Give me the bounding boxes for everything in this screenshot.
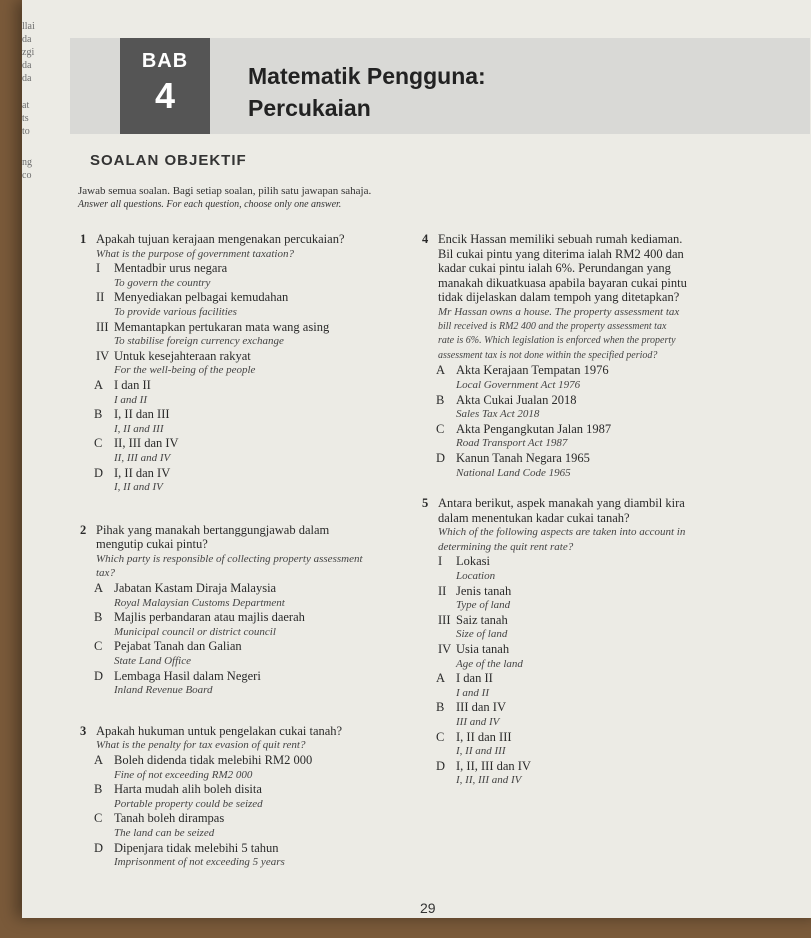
question-text-en: What is the penalty for tax evasion of quit rent? (96, 739, 306, 752)
option-text-ms: I, II dan III (114, 407, 170, 422)
statement-en: For the well-being of the people (114, 364, 256, 377)
option-text-en: I, II and IV (114, 481, 163, 494)
statement-ms: Lokasi (456, 554, 491, 569)
option-text-en: Local Government Act 1976 (456, 378, 581, 391)
statement-ms: Mentadbir urus negara (114, 261, 228, 276)
option-d[interactable] (422, 759, 712, 774)
option-text-ms: Pejabat Tanah dan Galian (114, 639, 242, 654)
left-column (80, 232, 410, 886)
statement-roman: I (96, 261, 101, 276)
question-text-ms: Pihak yang manakah bertanggungjawab dalam (96, 522, 330, 537)
option-letter: A (94, 581, 104, 596)
option-letter: D (94, 465, 104, 480)
option-text-en: Inland Revenue Board (114, 684, 213, 697)
statement-ms: Usia tanah (456, 642, 510, 657)
previous-page-edge (22, 0, 52, 938)
question-number: 3 (80, 723, 87, 738)
option-letter: C (94, 639, 103, 654)
option-letter: B (436, 700, 445, 715)
option-c[interactable] (422, 730, 712, 745)
question-number: 2 (80, 522, 87, 537)
question-text-en: determining the quit rent rate? (438, 540, 574, 553)
option-d[interactable] (80, 669, 410, 684)
statement-roman: II (438, 583, 447, 598)
option-d[interactable] (80, 466, 410, 481)
question-text-en: tax? (96, 567, 115, 580)
question-text-en: Which of the following aspects are taken into account in (438, 526, 686, 539)
bleed-text: co (22, 170, 32, 181)
option-letter: D (436, 450, 446, 465)
statement-en: To stabilise foreign currency exchange (114, 335, 284, 348)
option-text-en: Sales Tax Act 2018 (456, 408, 540, 421)
bleed-text: to (22, 126, 30, 137)
question-number: 4 (422, 232, 429, 246)
question-1 (80, 232, 410, 495)
question-text-en: rate is 6%. Which legislation is enforced when the property (438, 335, 676, 347)
option-c[interactable] (80, 811, 410, 826)
question-text-en: What is the purpose of government taxation? (96, 247, 294, 260)
option-letter: A (94, 377, 104, 392)
option-letter: A (436, 363, 446, 378)
statement-roman: II (96, 290, 105, 305)
option-letter: C (436, 421, 445, 436)
option-letter: A (436, 671, 446, 686)
option-letter: D (94, 668, 104, 683)
option-text-en: Municipal council or district council (114, 625, 276, 638)
bleed-text: da (22, 73, 32, 84)
option-text-en: Road Transport Act 1987 (456, 437, 568, 450)
option-letter: B (94, 782, 103, 797)
chapter-number: 4 (154, 75, 176, 116)
option-text-en: III and IV (456, 716, 500, 728)
option-d[interactable] (422, 451, 712, 466)
statement-ms: Menyediakan pelbagai kemudahan (114, 290, 289, 305)
statement-roman: III (438, 612, 451, 627)
option-b[interactable] (80, 407, 410, 422)
statement-roman: IV (438, 642, 452, 657)
option-text-ms: Majlis perbandaran atau majlis daerah (114, 610, 305, 625)
option-text-ms: I, II, III dan IV (456, 758, 531, 773)
option-letter: B (94, 407, 103, 422)
statement-ms: Jenis tanah (456, 583, 512, 598)
statement-roman: III (96, 319, 109, 334)
statement-en: To provide various facilities (114, 305, 237, 318)
option-a[interactable] (422, 671, 712, 686)
question-text-en: Mr Hassan owns a house. The property assessment tax (438, 305, 680, 318)
option-text-en: State Land Office (114, 655, 191, 668)
option-text-ms: Tanah boleh dirampas (114, 811, 225, 826)
option-text-en: I and II (456, 686, 489, 699)
option-text-ms: Akta Kerajaan Tempatan 1976 (456, 363, 609, 378)
option-text-ms: Akta Pengangkutan Jalan 1987 (456, 421, 612, 436)
option-a[interactable] (80, 753, 410, 768)
option-a[interactable] (80, 581, 410, 596)
option-text-ms: I, II dan III (456, 729, 512, 744)
option-text-ms: II, III dan IV (114, 436, 179, 451)
question-text-en: bill received is RM2 400 and the property assessment tax (438, 320, 667, 332)
question-text-en: Which party is responsible of collecting property assessment (96, 552, 363, 565)
option-text-ms: III dan IV (456, 700, 506, 715)
option-text-ms: Harta mudah alih boleh disita (114, 782, 262, 797)
option-text-en: National Land Code 1965 (456, 466, 571, 479)
question-text-ms: manakah dikuatkuasa apabila bayaran cukai pintu (438, 275, 687, 290)
option-letter: A (94, 753, 104, 767)
statement-ms: Saiz tanah (456, 612, 508, 627)
statement-en: To govern the country (114, 276, 211, 289)
bleed-text: ng (22, 157, 32, 168)
instructions (78, 184, 371, 212)
option-text-ms: Jabatan Kastam Diraja Malaysia (114, 581, 277, 596)
option-text-en: II, III and IV (114, 451, 171, 464)
option-text-ms: Kanun Tanah Negara 1965 (456, 450, 590, 465)
option-letter: C (94, 811, 103, 826)
instruction-ms: Jawab semua soalan. Bagi setiap soalan, pilih satu jawapan sahaja. (78, 185, 372, 197)
bleed-text: da (22, 34, 32, 45)
question-number: 1 (80, 232, 87, 246)
option-b[interactable] (422, 393, 712, 408)
option-text-ms: Boleh didenda tidak melebihi RM2 000 (114, 753, 313, 767)
option-b[interactable] (80, 610, 410, 625)
option-text-en: The land can be seized (114, 826, 215, 839)
option-letter: D (436, 758, 446, 773)
chapter-title (248, 60, 486, 124)
option-text-en: I, II and III (114, 422, 164, 435)
chapter-badge (120, 38, 210, 134)
question-text-ms: mengutip cukai pintu? (96, 537, 208, 552)
question-text-ms: Apakah tujuan kerajaan mengenakan percukaian? (96, 232, 345, 246)
chapter-title-line: Matematik Pengguna: (248, 63, 486, 89)
question-number: 5 (422, 496, 429, 511)
bleed-text: da (22, 60, 32, 71)
option-text-en: Fine of not exceeding RM2 000 (114, 768, 253, 781)
option-text-ms: Dipenjara tidak melebihi 5 tahun (114, 840, 279, 855)
option-text-en: I, II, III and IV (456, 774, 522, 787)
instruction-en: Answer all questions. For each question, choose only one answer. (78, 199, 342, 210)
option-letter: B (94, 610, 103, 625)
page-number: 29 (420, 900, 436, 916)
chapter-title-line: Percukaian (248, 95, 371, 121)
statement-en: Age of the land (456, 657, 523, 670)
option-letter: D (94, 840, 104, 855)
question-text-ms: Encik Hassan memiliki sebuah rumah kediaman. (438, 232, 683, 246)
question-text-ms: Apakah hukuman untuk pengelakan cukai tanah? (96, 723, 343, 738)
statement-en: Size of land (456, 628, 508, 641)
question-text-en: assessment tax is not done within the specified period? (438, 349, 658, 361)
question-text-ms: tidak dijelaskan dalam tempoh yang ditetapkan? (438, 290, 680, 305)
statement-roman: IV (96, 348, 110, 363)
question-text-ms: Bil cukai pintu yang diterima ialah RM2 400 dan (438, 246, 684, 261)
bleed-text: ts (22, 113, 29, 124)
option-letter: C (94, 436, 103, 451)
option-text-ms: I, II dan IV (114, 465, 171, 480)
option-a[interactable] (80, 378, 410, 393)
option-c[interactable] (422, 422, 712, 437)
option-text-en: I, II and III (456, 745, 506, 758)
option-letter: C (436, 729, 445, 744)
bleed-text: zgi (22, 47, 35, 58)
option-text-en: I and II (114, 393, 147, 406)
statement-ms: Untuk kesejahteraan rakyat (114, 348, 251, 363)
chapter-label: BAB (141, 50, 189, 72)
option-text-en: Imprisonment of not exceeding 5 years (114, 856, 285, 869)
statement-roman: I (438, 554, 443, 569)
question-text-ms: kadar cukai pintu ialah 6%. Perundangan yang (438, 261, 671, 276)
option-text-ms: I dan II (456, 671, 493, 686)
question-3 (80, 724, 410, 870)
option-text-en: Royal Malaysian Customs Department (114, 596, 285, 609)
option-text-ms: I dan II (114, 377, 151, 392)
bleed-text: llai (22, 21, 35, 32)
section-title: SOALAN OBJEKTIF (90, 152, 247, 169)
option-a[interactable] (422, 363, 712, 378)
option-text-ms: Lembaga Hasil dalam Negeri (114, 668, 261, 683)
right-column (422, 232, 712, 804)
bleed-text: at (22, 100, 30, 111)
option-c[interactable] (80, 436, 410, 451)
statement-en: Type of land (456, 599, 511, 612)
option-b[interactable] (80, 782, 410, 797)
question-2 (80, 523, 410, 698)
option-text-en: Portable property could be seized (114, 797, 263, 810)
option-c[interactable] (80, 639, 410, 654)
option-letter: B (436, 392, 445, 407)
question-text-ms: Antara berikut, aspek manakah yang diambil kira (438, 496, 685, 511)
question-text-ms: dalam menentukan kadar cukai tanah? (438, 510, 630, 525)
statement-ms: Memantapkan pertukaran mata wang asing (114, 319, 330, 334)
option-b[interactable] (422, 700, 712, 715)
option-d[interactable] (80, 841, 410, 856)
question-5 (422, 496, 712, 788)
question-4 (422, 232, 712, 480)
option-text-ms: Akta Cukai Jualan 2018 (456, 392, 577, 407)
statement-en: Location (456, 570, 496, 583)
